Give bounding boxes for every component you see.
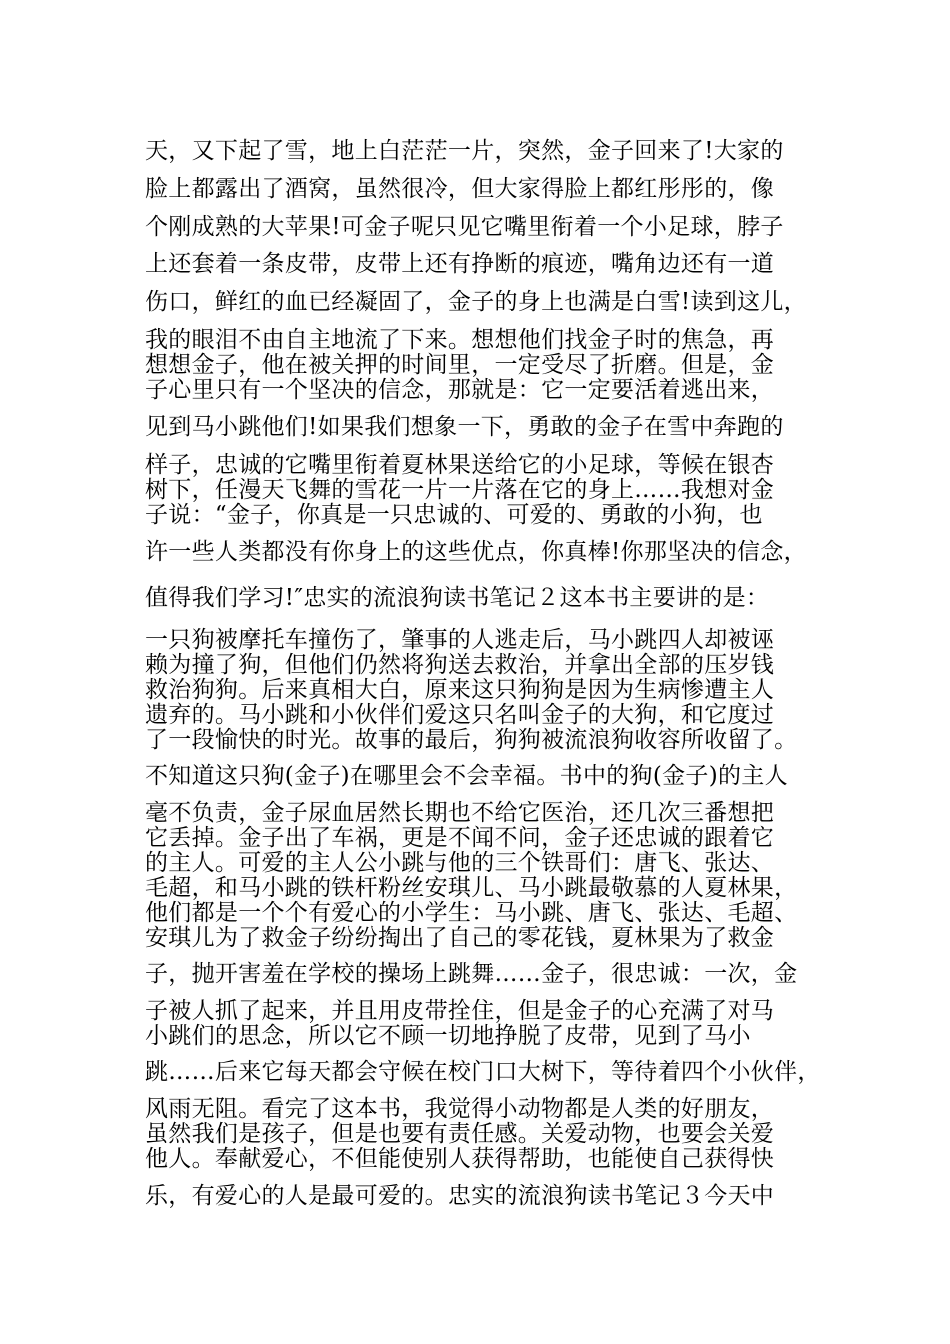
text-line: 的主人。可爱的主人公小跳与他的三个铁哥们：唐飞、张达、 — [145, 850, 775, 876]
text-line: 毫不负责，金子尿血居然长期也不给它医治，还几次三番想把 — [145, 800, 775, 826]
text-line: 他们都是一个个有爱心的小学生：马小跳、唐飞、张达、毛超、 — [145, 900, 798, 926]
text-line: 不知道这只狗(金子)在哪里会不会幸福。书中的狗(金子)的主人 — [145, 763, 788, 789]
text-line: 毛超，和马小跳的铁杆粉丝安琪儿、马小跳最敬慕的人夏林果， — [145, 875, 798, 901]
text-line: 见到马小跳他们!如果我们想象一下，勇敢的金子在雪中奔跑的 — [145, 414, 784, 440]
text-line: 它丢掉。金子出了车祸，更是不闻不问，金子还忠诚的跟着它 — [145, 825, 775, 851]
text-line: 值得我们学习!″忠实的流浪狗读书笔记２这本书主要讲的是： — [145, 585, 770, 611]
text-line: 个刚成熟的大苹果!可金子呢只见它嘴里衔着一个小足球，脖子 — [145, 214, 784, 240]
text-line: 子被人抓了起来，并且用皮带拴住，但是金子的心充满了对马 — [145, 998, 775, 1024]
text-line: 许一些人类都没有你身上的这些优点，你真棒!你那坚决的信念， — [145, 539, 807, 565]
text-line: 赖为撞了狗，但他们仍然将狗送去救治，并拿出全部的压岁钱 — [145, 652, 775, 678]
text-line: 乐，有爱心的人是最可爱的。忠实的流浪狗读书笔记３今天中 — [145, 1183, 775, 1209]
text-line: 一只狗被摩托车撞伤了，肇事的人逃走后，马小跳四人却被诬 — [145, 627, 775, 653]
text-line: 他人。奉献爱心，不但能使别人获得帮助，也能使自己获得快 — [145, 1146, 775, 1172]
text-line: 伤口，鲜红的血已经凝固了，金子的身上也满是白雪!读到这儿， — [145, 289, 807, 315]
text-line: 风雨无阻。看完了这本书，我觉得小动物都是人类的好朋友， — [145, 1096, 775, 1122]
text-line: 虽然我们是孩子，但是也要有责任感。关爱动物，也要会关爱 — [145, 1121, 775, 1147]
text-line: 救治狗狗。后来真相大白，原来这只狗狗是因为生病惨遭主人 — [145, 677, 775, 703]
text-line: 子说：“金子，你真是一只忠诚的、可爱的、勇敢的小狗，也 — [145, 502, 763, 528]
text-line: 安琪儿为了救金子纷纷掏出了自己的零花钱，夏林果为了救金 — [145, 925, 775, 951]
text-line: 天，又下起了雪，地上白茫茫一片，突然，金子回来了!大家的 — [145, 138, 784, 164]
text-line: 上还套着一条皮带，皮带上还有挣断的痕迹，嘴角边还有一道 — [145, 251, 775, 277]
text-line: 脸上都露出了酒窝，虽然很冷，但大家得脸上都红彤彤的，像 — [145, 176, 775, 202]
text-line: 小跳们的思念，所以它不顾一切地挣脱了皮带，见到了马小 — [145, 1023, 751, 1049]
text-line: 遗弃的。马小跳和小伙伴们爱这只名叫金子的大狗，和它度过 — [145, 702, 775, 728]
text-line: 想想金子，他在被关押的时间里，一定受尽了折磨。但是，金 — [145, 352, 775, 378]
text-line: 样子，忠诚的它嘴里衔着夏林果送给它的小足球，等候在银杏 — [145, 452, 775, 478]
text-line: 子，抛开害羞在学校的操场上跳舞……金子，很忠诚：一次，金 — [145, 961, 798, 987]
text-line: 我的眼泪不由自主地流了下来。想想他们找金子时的焦急，再 — [145, 327, 775, 353]
text-line: 树下，任漫天飞舞的雪花一片一片落在它的身上……我想对金 — [145, 477, 775, 503]
text-line: 子心里只有一个坚决的信念，那就是：它一定要活着逃出来， — [145, 377, 775, 403]
text-line: 了一段愉快的时光。故事的最后，狗狗被流浪狗收容所收留了。 — [145, 727, 798, 753]
text-line: 跳……后来它每天都会守候在校门口大树下，等待着四个小伙伴， — [145, 1059, 821, 1085]
